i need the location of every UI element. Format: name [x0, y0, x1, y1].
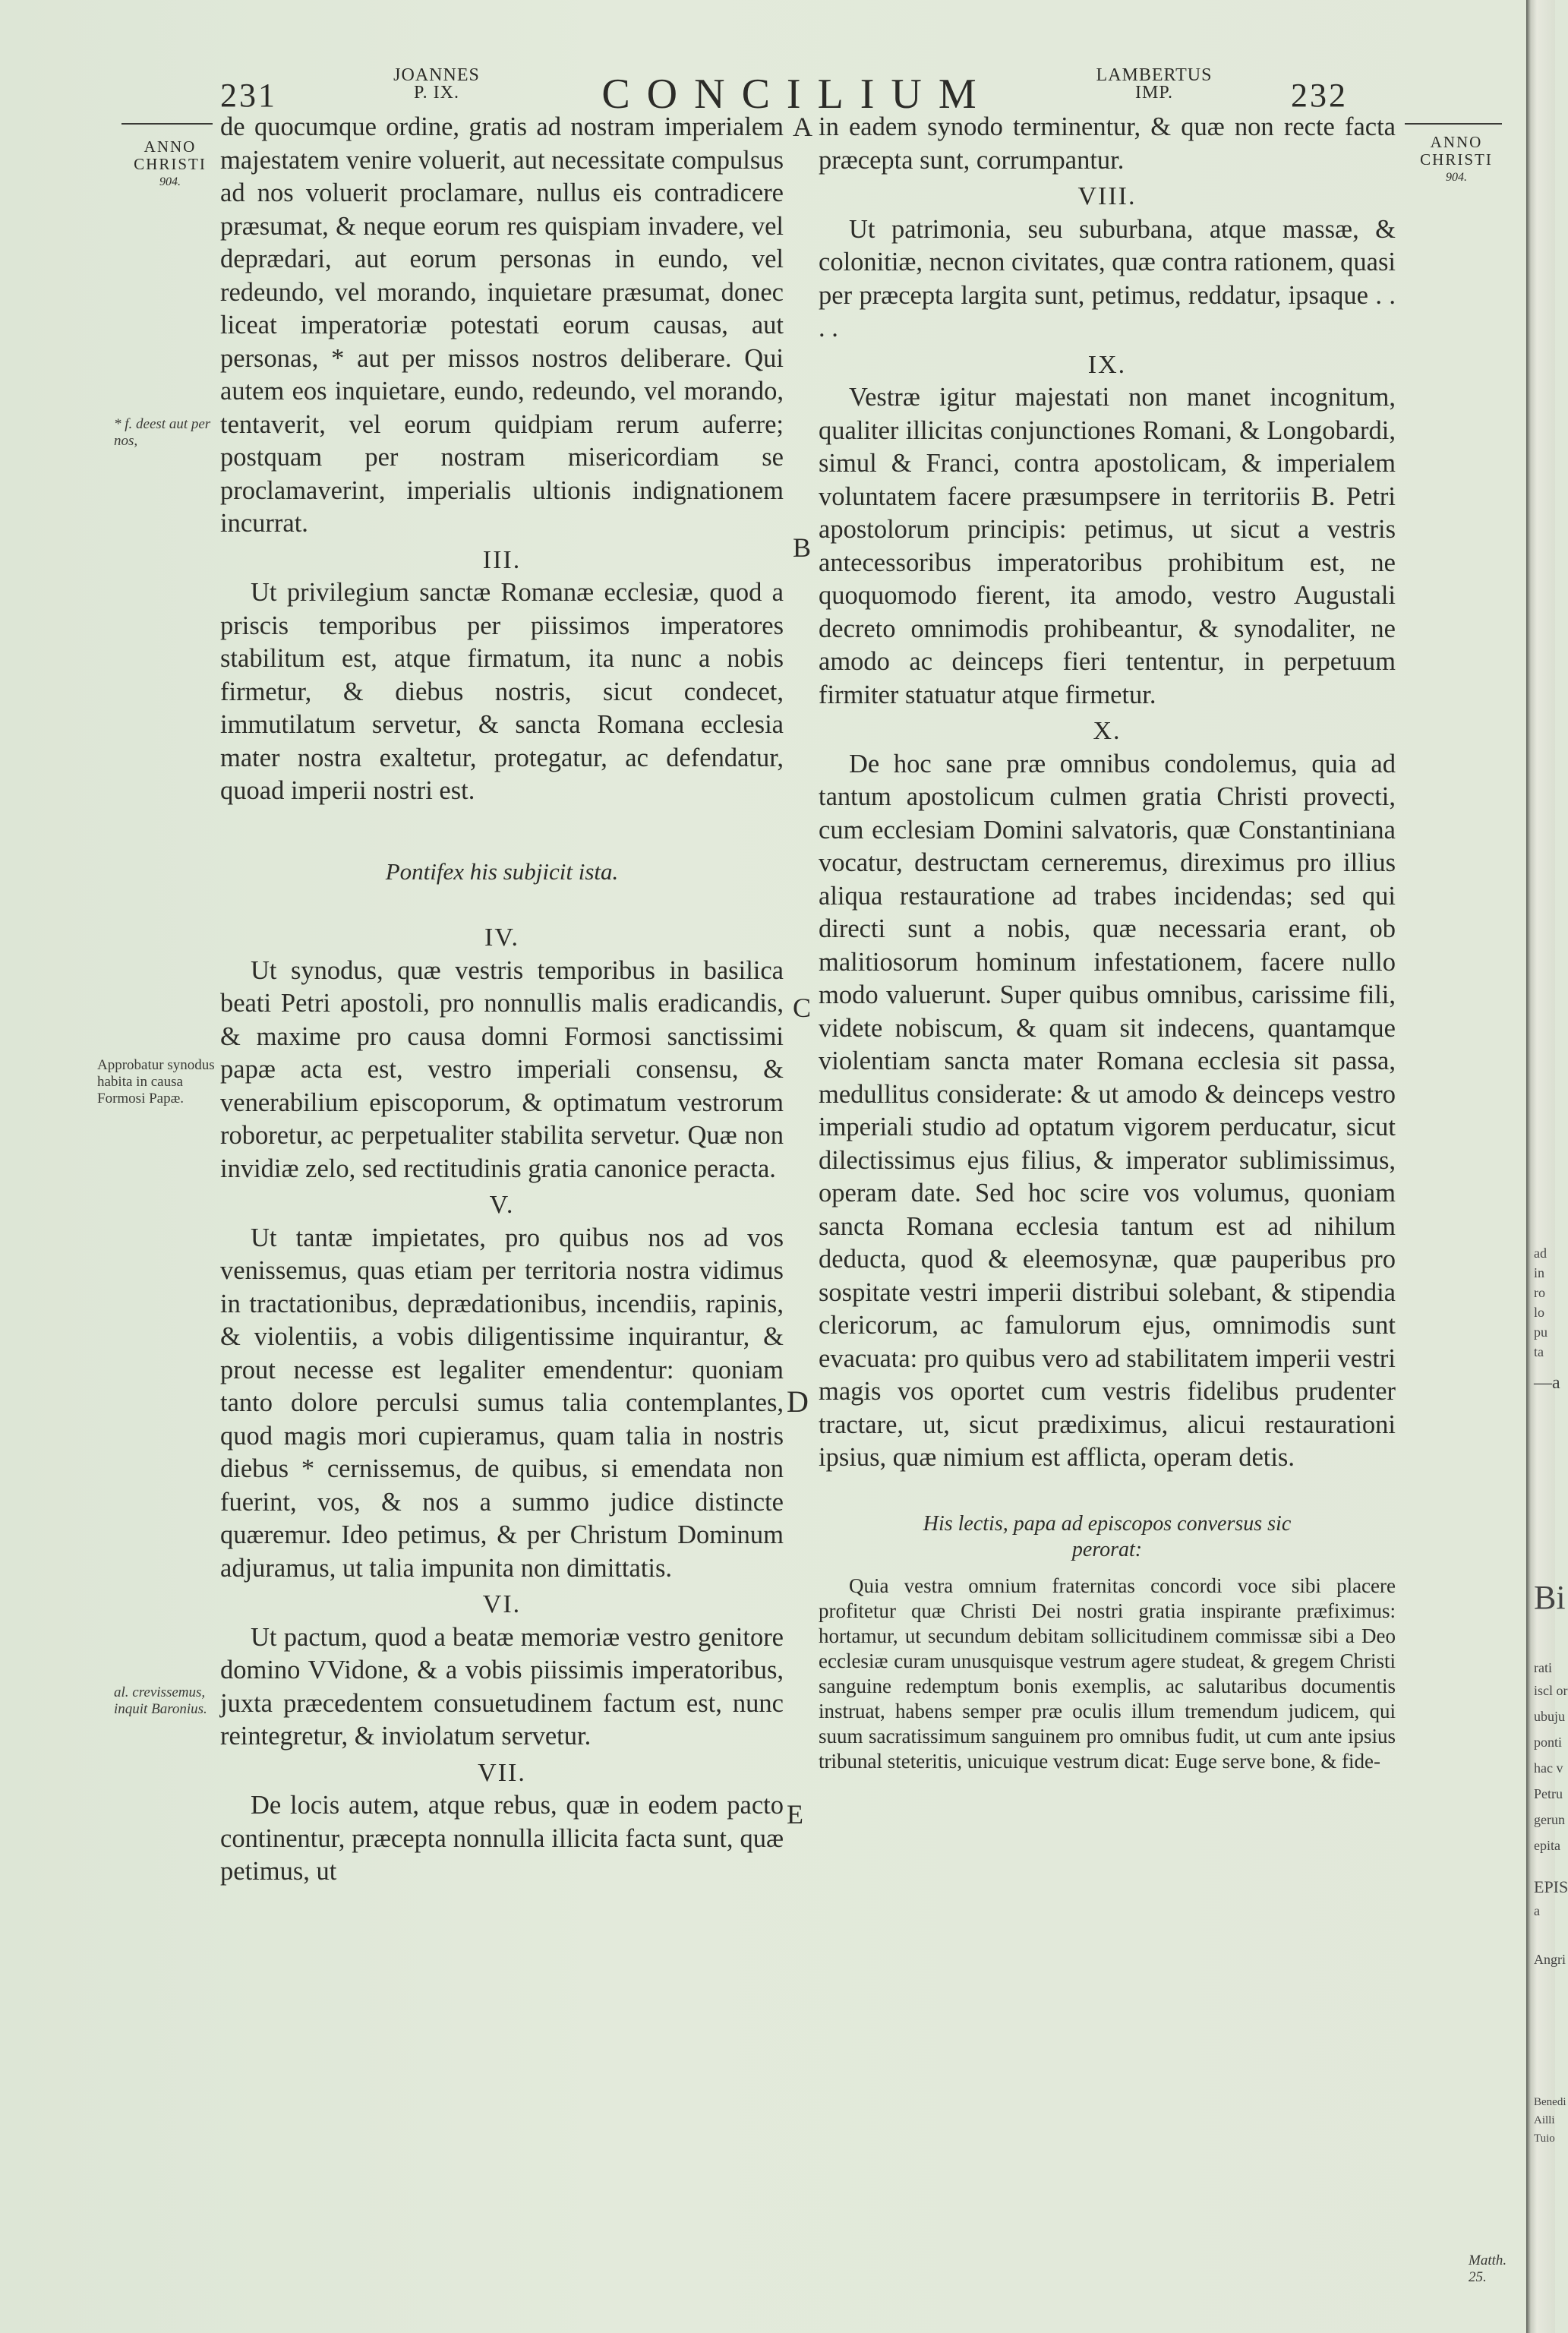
edge-fragment: EPIS: [1534, 1877, 1568, 1896]
edge-fragment: —a: [1534, 1373, 1560, 1393]
section-number-iv: IV.: [484, 923, 519, 952]
left-margin-rule: [121, 123, 213, 125]
left-running-top: JOANNES: [393, 65, 480, 85]
edge-fragment: Bi: [1534, 1579, 1566, 1616]
section-letter-e: E: [787, 1799, 803, 1829]
edge-fragment: in: [1534, 1265, 1545, 1280]
anno-label: ANNO: [144, 137, 197, 156]
margin-note-matthew: Matth. 25.: [1469, 2252, 1507, 2285]
right-margin-rule: [1405, 123, 1502, 125]
section-number-viii: VIII.: [1077, 182, 1137, 210]
edge-fragment: Benedi: [1534, 2096, 1566, 2108]
left-column: [220, 111, 784, 1889]
next-page-edge: [1526, 0, 1568, 2333]
rubric-pontifex: Pontifex his subjicit ista.: [385, 857, 619, 885]
paragraph-ix: Vestræ igitur majestati non manet incognitum, qualiter illicitas conjunctiones Romani, & Longobardi, simul & Franci, contra apostolicam, & imperialem voluntatem facere præsumpsere in territoriis B. Petri apostolorum principis: petimus, ut sicut a vestris antecessoribus imperatoribus prohibitum est, ne quoquomodo fierent, ita amodo, vestro Augustali decreto omnimodis prohibeantur, & synodaliter, ne amodo ac deinceps fieri tententur, in perpetuum firmiter statuatur atque firmetur.: [819, 383, 1396, 709]
anno-christi-left: [125, 138, 216, 191]
edge-fragment: ta: [1534, 1344, 1544, 1359]
right-column: [819, 111, 1396, 1774]
section-number-iii: III.: [482, 545, 522, 574]
page-title: CONCILIUM: [601, 71, 993, 118]
edge-fragment: Tuio: [1534, 2133, 1555, 2145]
paragraph-peroration: Quia vestra omnium fraternitas concordi voce sibi placere profitetur quæ Christi Dei nostri gratia inspirante præfiximus: hortamur, ut secundum debitam sollicitudinem commissæ sibi a Deo ecclesiæ curam unusquisque vestrum agere studeat, & gregem Christi sanguine redemptum bonis exemplis, ac salutaribus documentis instruat, habens semper præ oculis illum tremendum judicem, qui suum sacratissimum sanguinem pro omnibus fudit, ut cum ante ipsius tribunal steteritis, unicuique vestrum dicat: Euge serve bone, & fide-: [819, 1574, 1396, 1773]
rubric-his-lectis: [819, 1511, 1396, 1563]
paragraph-iii: Ut privilegium sanctæ Romanæ ecclesiæ, quod a priscis temporibus per piissimos imperatores stabilitum est, atque firmatum, ita nunc a nobis firmetur, & diebus nostris, sicut condecet, immutilatum servetur, & sancta Romana ecclesia mater nostra exaltetur, protegatur, ac defendatur, quoad imperii nostri est.: [220, 578, 784, 805]
edge-fragment: gerun: [1534, 1812, 1565, 1827]
margin-note-crevissemus: al. crevissemus, inquit Baronius.: [114, 1684, 207, 1717]
edge-fragment: ubuju: [1534, 1709, 1566, 1724]
edge-fragment: epita: [1534, 1838, 1560, 1853]
section-letter-a: A: [793, 112, 812, 142]
paragraph-viii: Ut patrimonia, seu suburbana, atque massæ, & colonitiæ, necnon civitates, quæ contra rationem, quasi per præcepta largita sunt, petimus, reddatur, ipsaque . . . .: [819, 214, 1396, 343]
paragraph-continued: in eadem synodo terminentur, & quæ non recte facta præcepta sunt, corrumpantur.: [819, 112, 1396, 175]
section-number-ix: IX.: [1087, 350, 1127, 379]
paragraph-x: De hoc sane præ omnibus condolemus, quia ad tantum apostolicum culmen gratia Christi provecti, cum ecclesiam Domini salvatoris, quæ Constantiniana vocatur, destructam cerneremus, direximus pro illius aliqua restauratione ad trabes incidendas; sed qui directi sunt a nobis, quæ necessaria erant, ob malitiosorum hominum infestationem, facere nullo modo valuerunt. Super quibus omnibus, carissime fili, videte nobiscum, & quam sit indecens, quantamque violentiam sancta mater Romana ecclesia sit passa, medullitus considerate: & ut amodo & deinceps vestro imperiali studio ad optatum vigorem perducatur, sicut dilectissimus ejus filius, & imperator sublimissimus, operam date. Sed hoc scire vos volumus, quoniam sancta Romana ecclesia tantum est ad nihilum deducta, quod & eleemosynæ, quæ pauperibus pro sospitate vestri imperii distribui solebant, & stipendia clericorum, ac famulorum ejus, omnimodis sunt evacuata: pro quibus vero ad stabilitatem imperii vestri magis vos oportet cum vestris fidelibus prudenter tractare, ut, sicut prædiximus, alicui restaurationi ipsius, quæ nimium est afflicta, operam detis.: [819, 749, 1396, 1472]
section-letter-c: C: [793, 993, 812, 1023]
section-letter-d: D: [787, 1384, 809, 1419]
edge-fragment: a: [1534, 1903, 1540, 1918]
edge-fragment: Petru: [1534, 1786, 1563, 1801]
edge-fragment: ad: [1534, 1245, 1547, 1261]
paragraph-iv: Ut synodus, quæ vestris temporibus in basilica beati Petri apostoli, pro nonnullis malis eradicandis, & maxime pro causa domni Formosi sanctissimi papæ acta est, vestro imperiali consensu, & venerabilium episcoporum, & optimatum vestrorum roboretur, ac perpetualiter stabilita servetur. Quæ non invidiæ zelo, sed rectitudinis gratia canonice peracta.: [220, 955, 784, 1183]
paragraph-vii: De locis autem, atque rebus, quæ in eodem pacto continentur, præcepta nonnulla illicita facta sunt, quæ petimus, ut: [220, 1791, 784, 1886]
rubric-line-1: His lectis, papa ad episcopos conversus sic: [923, 1511, 1292, 1536]
edge-fragment: pu: [1534, 1324, 1547, 1340]
paragraph-continued: de quocumque ordine, gratis ad nostram imperialem majestatem venire voluerit, aut necessitate compulsus ad nos voluerit proclamare, nullus eis contradicere præsumat, & neque eorum res quispiam invadere, vel deprædari, aut eorum personas in eundo, vel redeundo, vel morando, inquietare præsumat, donec liceat imperatoriæ potestati eorum causas, aut personas, * aut per missos nostros deliberare. Qui autem eos inquietare, eundo, redeundo, vel morando, tentaverit, vel eorum quidpiam rerum auferre; postquam per nostram misericordiam se proclamaverint, imperialis ultionis indignationem incurrat.: [220, 112, 784, 538]
edge-fragment: hac v: [1534, 1760, 1563, 1776]
right-page-number: 232: [1291, 77, 1348, 114]
anno-year: 904.: [159, 175, 181, 188]
christi-label: CHRISTI: [134, 155, 207, 173]
margin-note-deest: * f. deest aut per nos,: [114, 416, 211, 449]
left-page-number: 231: [220, 77, 277, 114]
section-number-vi: VI.: [482, 1590, 522, 1618]
edge-fragment: rati: [1534, 1660, 1552, 1675]
right-running-bottom: IMP.: [1134, 83, 1174, 103]
edge-fragment: Ailli: [1534, 2114, 1555, 2126]
right-running-top: LAMBERTUS: [1096, 65, 1213, 85]
section-number-vii: VII.: [478, 1758, 526, 1787]
left-running-bottom: P. IX.: [413, 83, 459, 103]
right-running-head: [1078, 67, 1230, 102]
paragraph-v: Ut tantæ impietates, pro quibus nos ad vos venissemus, quas etiam per territoria nostra vidimus in tractationibus, deprædationibus, incendiis, rapinis, & violentiis, a vobis diligentissime inquirantur, & prout necesse est legaliter emendentur: quoniam tanto dolore perculsi sumus talia contemplantes, quod magis mori cupieramus, quam talia in nostris diebus * cernissemus, de quibus, si emendata non fuerint, vos, & nos a summo judice distincte quæremur. Ideo petimus, & per Christum Dominum adjuramus, ut talia impunita non dimittatis.: [220, 1223, 784, 1583]
section-number-v: V.: [489, 1191, 515, 1219]
edge-fragment: ro: [1534, 1285, 1545, 1300]
anno-label: ANNO: [1430, 133, 1483, 151]
christi-label: CHRISTI: [1420, 150, 1493, 169]
edge-fragment: Angri: [1534, 1952, 1566, 1967]
section-letter-b: B: [793, 532, 812, 563]
edge-fragment: ponti: [1534, 1735, 1563, 1750]
edge-fragment: lo: [1534, 1305, 1545, 1320]
paragraph-vi: Ut pactum, quod a beatæ memoriæ vestro genitore domino VVidone, & a vobis piissimis imperatoribus, juxta præcedentem consuetudinem factum est, nunc reintegretur, & inviolatum servetur.: [220, 1622, 784, 1751]
left-running-head: [376, 67, 497, 102]
margin-note-approbatur: Approbatur synodus habita in causa Formosi Papæ.: [97, 1057, 215, 1107]
rubric-line-2: perorat:: [1071, 1537, 1143, 1561]
anno-christi-right: [1411, 134, 1502, 186]
section-number-x: X.: [1093, 717, 1122, 745]
edge-fragment: iscl or: [1534, 1683, 1568, 1698]
anno-year: 904.: [1446, 171, 1467, 184]
